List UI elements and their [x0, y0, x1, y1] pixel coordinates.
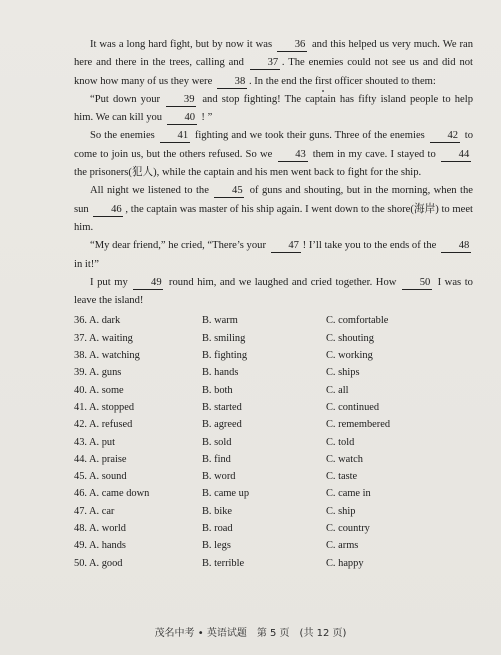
text: So the enemies: [90, 130, 155, 142]
text: round him, and we laughed and cried together. How: [168, 276, 397, 288]
option-c: C. working: [326, 350, 373, 362]
option-c: C. told: [326, 436, 355, 448]
text: ! ”: [201, 112, 213, 124]
option-b: B. road: [202, 523, 233, 535]
option-c: C. continued: [326, 401, 380, 413]
text: to come to join us, but the others refused. So we: [74, 130, 474, 160]
blank-40: 40: [167, 112, 197, 125]
option-b: B. legs: [202, 540, 231, 552]
option-c: C. comfortable: [326, 315, 389, 327]
option-c: C. remembered: [326, 419, 391, 431]
blank-47: 47: [271, 240, 301, 253]
blank-36: 36: [277, 39, 307, 52]
text: them in my cave. I stayed to: [312, 148, 436, 160]
option-b: B. word: [202, 471, 236, 483]
blank-39: 39: [166, 94, 196, 107]
text: and stop fighting! The captain has fifty island people to help him. We can kill you: [74, 93, 473, 124]
option-a: 46. A. came down: [74, 488, 150, 500]
text: “Put down your: [90, 93, 161, 105]
blank-42: 42: [430, 130, 460, 143]
text: , the captain was master of his ship again. I went down to the shore(海岸) to meet him.: [74, 203, 473, 233]
paragraph-6: [74, 274, 473, 311]
blank-49: 49: [133, 277, 163, 290]
blank-38: 38: [217, 76, 247, 89]
option-row: [74, 451, 473, 468]
text: I was to leave the island!: [74, 276, 473, 307]
text: fighting and we took their guns. Three of the enemies: [194, 130, 425, 142]
paragraph-1: [74, 36, 473, 91]
option-a: 42. A. refused: [74, 419, 133, 431]
option-b: B. started: [202, 401, 242, 413]
option-row: [74, 468, 473, 485]
option-a: 38. A. watching: [74, 350, 140, 362]
option-c: C. ship: [326, 505, 356, 517]
option-row: [74, 555, 473, 572]
option-b: B. sold: [202, 436, 232, 448]
option-a: 48. A. world: [74, 523, 126, 535]
option-b: B. fighting: [202, 350, 248, 362]
option-c: C. came in: [326, 488, 371, 500]
option-row: [74, 399, 473, 416]
paragraph-3: [74, 127, 473, 182]
text: and this helped us very much. We ran here and there in the trees, calling and: [74, 39, 474, 69]
blank-37: 37: [250, 57, 280, 70]
option-a: 37. A. waiting: [74, 332, 133, 344]
option-row: [74, 382, 473, 399]
option-row: [74, 416, 473, 433]
blank-44: 44: [441, 149, 471, 162]
option-b: B. find: [202, 453, 231, 465]
blank-48: 48: [441, 240, 471, 253]
option-a: 44. A. praise: [74, 453, 127, 465]
paragraph-5: [74, 237, 473, 274]
option-a: 45. A. sound: [74, 471, 127, 483]
option-b: B. bike: [202, 505, 233, 517]
blank-43: 43: [278, 149, 308, 162]
blank-45: 45: [214, 185, 244, 198]
option-c: C. ships: [326, 367, 360, 379]
option-b: B. terrible: [202, 557, 245, 569]
option-row: [74, 537, 473, 554]
option-row: [74, 520, 473, 537]
option-c: C. happy: [326, 557, 364, 569]
option-row: [74, 312, 473, 329]
text: ! I’ll take you to the ends of the: [302, 240, 437, 252]
text: the prisoners(犯人), while the captain and his men went back to fight for the ship.: [74, 167, 422, 179]
option-a: 36. A. dark: [74, 315, 121, 327]
print-speck: [322, 90, 324, 92]
text: . In the end the first officer shouted to them:: [248, 75, 436, 87]
option-row: [74, 347, 473, 364]
option-c: C. arms: [326, 540, 359, 552]
option-a: 41. A. stopped: [74, 401, 135, 413]
option-a: 47. A. car: [74, 505, 115, 517]
option-b: B. came up: [202, 488, 250, 500]
option-a: 39. A. guns: [74, 367, 122, 379]
option-a: 50. A. good: [74, 557, 123, 569]
blank-41: 41: [160, 130, 190, 143]
option-b: B. smiling: [202, 332, 246, 344]
text: in it!”: [74, 258, 100, 270]
text: . The enemies could not see us and did not know how many of us they were: [74, 57, 473, 87]
blank-46: 46: [93, 204, 123, 217]
option-b: B. agreed: [202, 419, 242, 431]
answer-options: [74, 312, 473, 571]
option-a: 43. A. put: [74, 436, 115, 448]
blank-50: 50: [402, 277, 432, 290]
option-c: C. watch: [326, 453, 363, 465]
text: of guns and shouting, but in the morning, when the sun: [74, 185, 473, 215]
text: It was a long hard fight, but by now it was: [90, 39, 273, 50]
option-a: 49. A. hands: [74, 540, 126, 552]
paragraph-4: [74, 182, 473, 237]
option-c: C. taste: [326, 471, 358, 483]
option-row: [74, 485, 473, 502]
option-row: [74, 364, 473, 381]
option-b: B. both: [202, 384, 233, 396]
paragraph-2: [74, 91, 473, 128]
page-footer: 茂名中考 • 英语试题 第 5 页 (共 12 页): [154, 628, 347, 639]
option-row: [74, 330, 473, 347]
option-b: B. warm: [202, 315, 238, 327]
option-b: B. hands: [202, 367, 239, 379]
text: All night we listened to the: [90, 185, 209, 197]
option-a: 40. A. some: [74, 384, 124, 396]
text: I put my: [90, 276, 128, 288]
text: “My dear friend,” he cried, “There’s your: [90, 240, 266, 252]
option-c: C. all: [326, 384, 349, 396]
option-row: [74, 434, 473, 451]
option-c: C. country: [326, 523, 370, 535]
option-row: [74, 503, 473, 520]
option-c: C. shouting: [326, 332, 374, 344]
